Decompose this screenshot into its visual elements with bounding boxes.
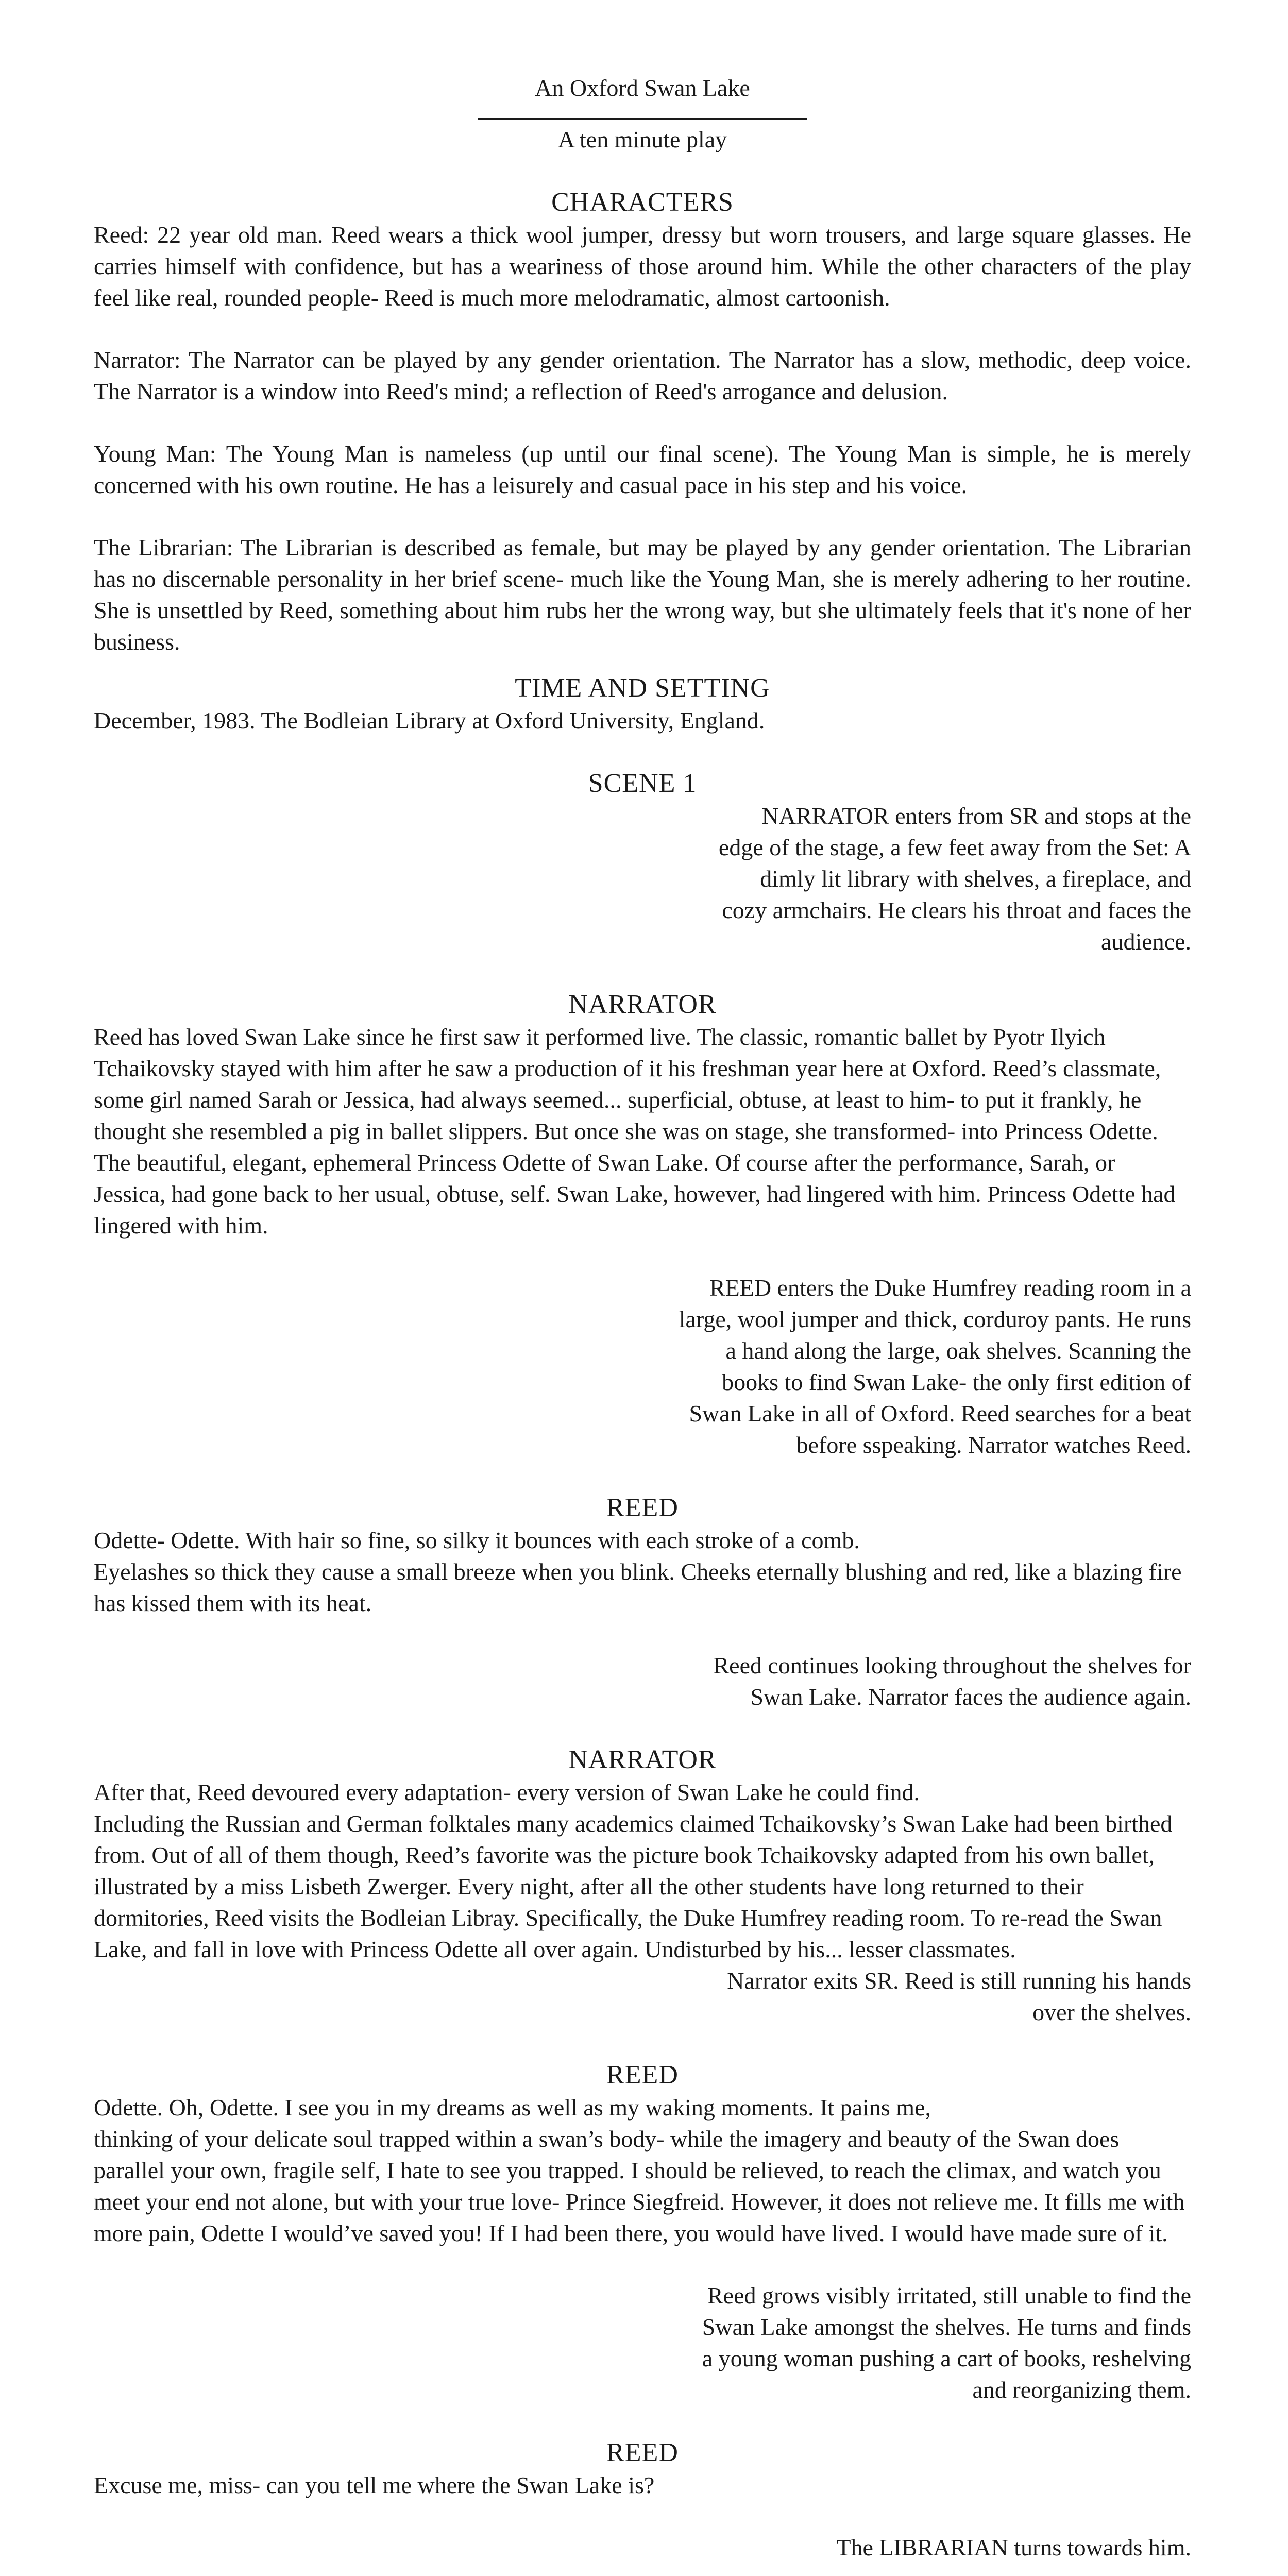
dialogue-line: Odette. Oh, Odette. I see you in my dreams as well as my waking moments. It pains me, — [94, 2094, 931, 2121]
speaker-name: NARRATOR — [568, 1745, 717, 1774]
characters-section — [94, 186, 1191, 657]
dialogue-line: Reed has loved Swan Lake since he first saw it performed live. The classic, romantic ballet by Pyotr Ilyich Tchaikovsky stayed with him after he saw a production of it his freshman year here at Oxford. Reed’s classmate, some girl named Sarah or Jessica, had always seemed... superficial, obtuse, at least to him- to put it frankly, he thought she resembled a pig in ballet slippers. But once she was on stage, she transformed- into Princess Odette. The beautiful, elegant, ephemeral Princess Odette of Swan Lake. Of course after the performance, Sarah, or Jessica, had gone back to her usual, obtuse, self. Swan Lake, however, had lingered with him. Princess Odette had lingered with him. — [94, 1024, 1176, 1239]
character-reed: Reed: 22 year old man. Reed wears a thick wool jumper, dressy but worn trousers, and large square glasses. He carries himself with confidence, but has a weariness of those around him. While the other characters of the play feel like real, rounded people- Reed is much more melodramatic, almost cartoonish. — [94, 222, 1191, 311]
scene-heading: SCENE 1 — [588, 769, 697, 798]
time-setting-section — [94, 672, 1191, 736]
dialogue-line: Including the Russian and German folktales many academics claimed Tchaikovsky’s Swan Lake had been birthed from. Out of all of them though, Reed’s favorite was the picture book Tchaikovsky adapted from his own ballet, illustrated by a miss Lisbeth Zwerger. Every night, after all the other students have long returned to their dormitories, Reed visits the Bodleian Libray. Specifically, the Duke Humfrey reading room. To re-read the Swan Lake, and fall in love with Princess Odette all over again. Undisturbed by his... lesser classmates. — [94, 1810, 1173, 1962]
speaker-name: REED — [606, 2438, 679, 2467]
time-setting-heading: TIME AND SETTING — [515, 673, 770, 703]
scene-1 — [94, 767, 1191, 2576]
character-narrator: Narrator: The Narrator can be played by any gender orientation. The Narrator has a slow, methodic, deep voice. The Narrator is a window into Reed's mind; a reflection of Reed's arrogance and delusion. — [94, 347, 1191, 404]
stage-direction: REED enters the Duke Humfrey reading room in a large, wool jumper and thick, corduroy pants. He runs a hand along the large, oak shelves. Scanning the books to find Swan Lake- the only first edition of Swan Lake in all of Oxford. Reed searches for a beat before sspeaking. Narrator watches Reed. — [679, 1275, 1191, 1458]
speaker-name: REED — [606, 2060, 679, 2090]
time-setting-text: December, 1983. The Bodleian Library at Oxford University, England. — [94, 707, 765, 734]
dialogue-block — [94, 2059, 1191, 2405]
dialogue-line: Odette- Odette. With hair so fine, so silky it bounces with each stroke of a comb. — [94, 1527, 860, 1553]
stage-direction-opening: NARRATOR enters from SR and stops at the edge of the stage, a few feet away from the Set: A dimly lit library with shelves, a fireplace, and cozy armchairs. He clears his throat and faces the audience. — [718, 803, 1191, 955]
stage-direction: Narrator exits SR. Reed is still running his hands over the shelves. — [727, 1968, 1191, 2025]
speaker-name: REED — [606, 1493, 679, 1522]
characters-heading: CHARACTERS — [551, 188, 734, 217]
script-page — [94, 72, 1191, 2576]
character-librarian: The Librarian: The Librarian is described as female, but may be played by any gender orientation. The Librarian has no discernable personality in her brief scene- much like the Young Man, she is merely adhering to her routine. She is unsettled by Reed, something about him rubs her the wrong way, but she ultimately feels that it's none of her business. — [94, 534, 1191, 655]
dialogue-line: Eyelashes so thick they cause a small breeze when you blink. Cheeks eternally blushing and red, like a blazing fire has kissed them with its heat. — [94, 1558, 1182, 1616]
dialogue-line: Excuse me, miss- can you tell me where the Swan Lake is? — [94, 2472, 655, 2498]
dialogue-block — [94, 1492, 1191, 1713]
dialogue-block — [94, 988, 1191, 1461]
dialogue-line: thinking of your delicate soul trapped within a swan’s body- while the imagery and beauty of the Swan does parallel your own, fragile self, I hate to see you trapped. I should be relieved, to reach the climax, and watch you meet your end not alone, but with your true love- Prince Siegfreid. However, it does not relieve me. It fills me with more pain, Odette I would’ve saved you! If I had been there, you would have lived. I would have made sure of it. — [94, 2126, 1185, 2246]
dialogue-block — [94, 1743, 1191, 2028]
speaker-name: NARRATOR — [568, 990, 717, 1019]
play-title: An Oxford Swan Lake — [535, 75, 750, 101]
stage-direction: Reed grows visibly irritated, still unable to find the Swan Lake amongst the shelves. He turns and finds a young woman pushing a cart of books, reshelving and reorganizing them. — [702, 2282, 1191, 2403]
stage-direction: The LIBRARIAN turns towards him. — [836, 2534, 1191, 2561]
dialogue-block — [94, 2436, 1191, 2563]
character-young-man: Young Man: The Young Man is nameless (up until our final scene). The Young Man is simple, he is merely concerned with his own routine. He has a leisurely and casual pace in his step and his voice. — [94, 440, 1191, 498]
stage-direction: Reed continues looking throughout the shelves for Swan Lake. Narrator faces the audience again. — [713, 1652, 1191, 1710]
dialogue-line: After that, Reed devoured every adaptation- every version of Swan Lake he could find. — [94, 1779, 920, 1805]
play-subtitle: A ten minute play — [557, 126, 727, 152]
title-divider — [478, 118, 807, 120]
